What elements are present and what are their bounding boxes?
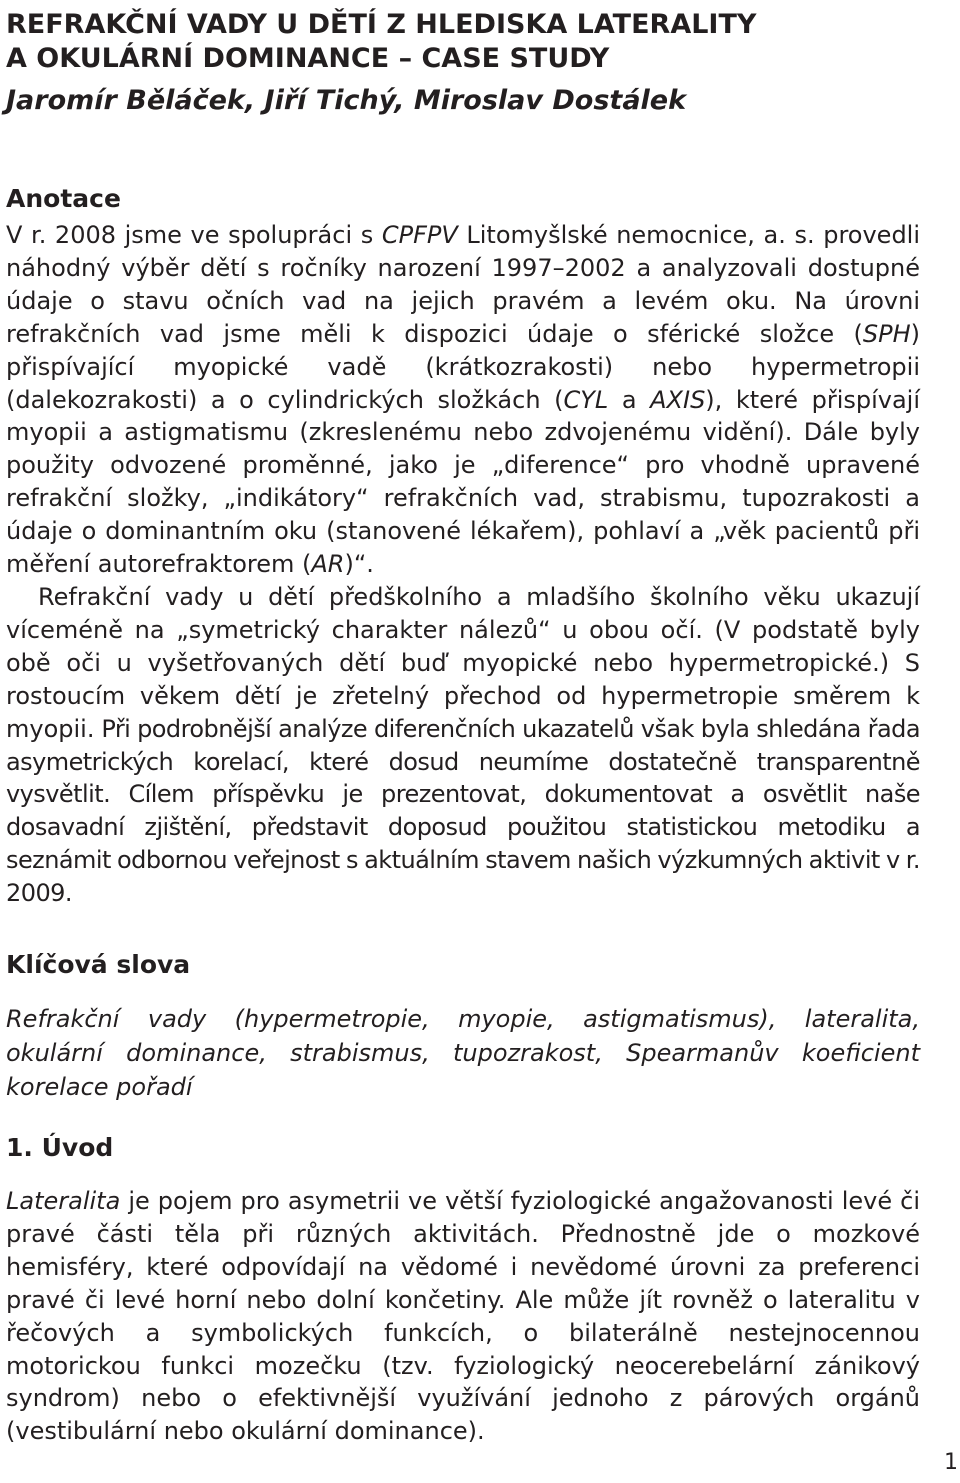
abbreviation-axis: AXIS bbox=[650, 385, 706, 414]
abstract-text: V r. 2008 jsme ve spolupráci s bbox=[6, 221, 382, 249]
paper-title bbox=[6, 8, 920, 76]
abstract-paragraph-1 bbox=[6, 219, 920, 581]
abbreviation-ar: AR bbox=[311, 550, 345, 579]
abstract-text: ) přispívající myopické vadě (krátkozrakosti) nebo hypermetropii (dalekozrakosti) a o cylindrických složkách ( bbox=[6, 319, 920, 414]
paper-title-line-1: REFRAKČNÍ VADY U DĚTÍ Z HLEDISKA LATERALITY bbox=[6, 9, 757, 40]
abstract-paragraph-2 bbox=[6, 581, 920, 910]
abstract-text: ), které přispívají myopii a astigmatismu (zkreslenému nebo zdvojenému vidění). Dále byly použity odvozené proměnné, jako je „diference“ pro vhodně upravené refrakční složky, „indikátory“ refrakčních vad, strabismu, tupozrakosti a údaje o dominantním oku (stanovené lékařem), pohlaví a „věk pacientů při měření autorefraktorem ( bbox=[6, 385, 921, 579]
keywords-text: Refrakční vady (hypermetropie, myopie, astigmatismus), lateralita, okulární dominance, strabismus, tupozrakost, Spearmanův koeficient korelace pořadí bbox=[6, 1005, 920, 1102]
introduction-paragraph bbox=[6, 1185, 920, 1448]
abbreviation-sph: SPH bbox=[862, 319, 911, 348]
term-lateralita: Lateralita bbox=[6, 1187, 121, 1216]
abbreviation-cyl: CYL bbox=[563, 385, 609, 414]
paper-title-line-2: A OKULÁRNÍ DOMINANCE – CASE STUDY bbox=[6, 43, 610, 74]
section-heading-introduction: 1. Úvod bbox=[6, 1133, 114, 1163]
page-content bbox=[6, 0, 920, 1448]
abstract-heading: Anotace bbox=[6, 184, 121, 213]
abstract-text: a bbox=[608, 385, 651, 414]
abstract-text: Refrakční vady u dětí předškolního a mladšího školního věku ukazují víceméně na „symetrický charakter nálezů“ u obou očí. (V podstatě byly obě oči u vyšetřovaných dětí buď myopické nebo hypermetropické.) S rostoucím věkem dětí je zřetelný přechod od hypermetropie směrem k myopii. bbox=[6, 582, 920, 743]
introduction-text: je pojem pro asymetrii ve větší fyziologické angažovanosti levé či pravé části těla při různých aktivitách. Přednostně jde o mozkové hemisféry, které odpovídají na vědomé i nevědomé úrovni za preferenci pravé či levé horní nebo dolní končetiny. Ale může jít rovněž o lateralitu v řečových a symbolických funkcích, o bilaterálně nestejnocennou motorickou funkci mozečku (tzv. fyziologický neocerebelární zánikový syndrom) nebo o efektivnější využívání jednoho z párových orgánů (vestibulární nebo okulární dominance). bbox=[6, 1187, 920, 1446]
abstract-text: Při podrobnější analýze diferenčních ukazatelů však byla shledána řada asymetrických korelací, které dosud neumíme dostatečně transparentně vysvětlit. Cílem příspěvku je prezentovat, dokumentovat a osvětlit naše dosavadní zjištění, představit doposud použitou statistickou metodiku a seznámit odbornou veřejnost s aktuálním stavem našich výzkumných aktivit v r. 2009. bbox=[6, 714, 920, 908]
abstract-text: Litomyšlské nemocnice, a. s. provedli náhodný výběr dětí s ročníky narození 1997–2002 a analyzovali dostupné údaje o stavu očních vad na jejich pravém a levém oku. Na úrovni refrakčních vad jsme měli k dispozici údaje o sférické složce ( bbox=[6, 221, 921, 348]
keywords-heading: Klíčová slova bbox=[6, 950, 191, 980]
page-number: 1 bbox=[944, 1450, 958, 1475]
paper-authors: Jaromír Běláček, Jiří Tichý, Miroslav Dostálek bbox=[6, 85, 687, 116]
abbreviation-cpfpv: CPFPV bbox=[381, 221, 458, 249]
abstract-text: )“. bbox=[344, 550, 374, 579]
